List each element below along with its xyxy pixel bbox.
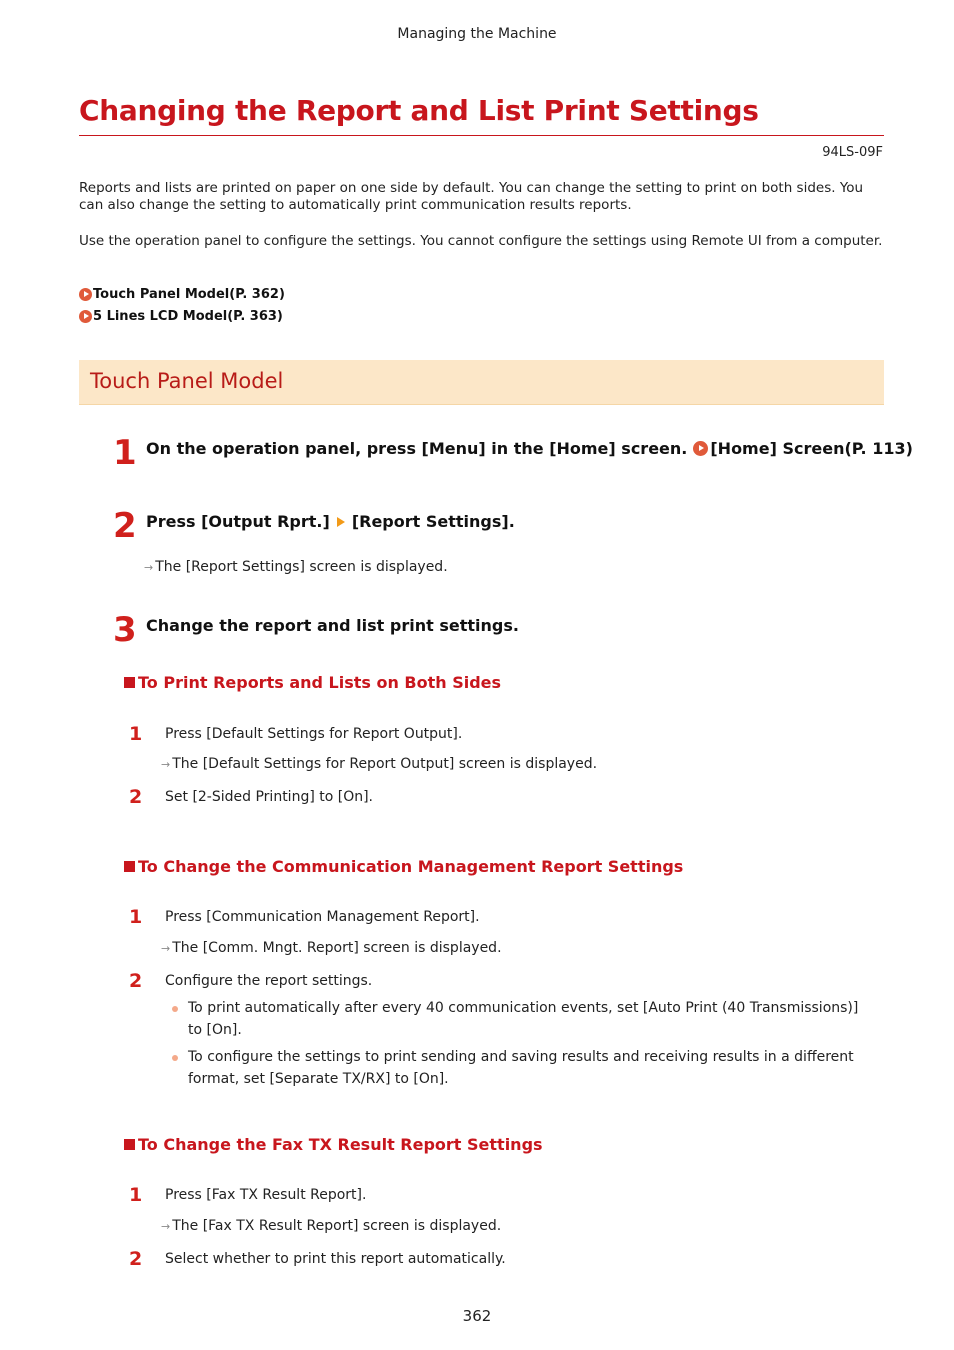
subsection-heading (124, 1135, 543, 1154)
link-5-lines-lcd-model[interactable] (79, 309, 283, 324)
intro-paragraph-1: Reports and lists are printed on paper on one side by default. You can change the setting to print on both sides. You can also change the setting to automatically print communication results reports. (79, 180, 864, 213)
substep-number: 1 (129, 1184, 143, 1206)
substep-text: Select whether to print this report automatically. (165, 1251, 506, 1267)
link-touch-panel-model[interactable] (79, 287, 285, 302)
step-number: 1 (113, 433, 137, 473)
page-number: 362 (462, 1307, 492, 1325)
result-text: The [Report Settings] screen is displayed. (155, 559, 448, 575)
running-header: Managing the Machine (397, 26, 557, 42)
link-label: Touch Panel Model(P. 362) (93, 287, 285, 302)
substep-text: Configure the report settings. (165, 973, 373, 989)
section-title: Touch Panel Model (90, 369, 284, 393)
substep-result (161, 1218, 501, 1234)
bullet-dot-icon (172, 1006, 180, 1014)
document-code: 94LS-09F (822, 145, 883, 160)
intro-paragraph-2: Use the operation panel to configure the settings. You cannot configure the settings using Remote UI from a computer. (79, 233, 883, 249)
result-text: The [Comm. Mngt. Report] screen is displayed. (172, 940, 502, 956)
result-arrow-icon: → (161, 757, 169, 771)
subsection-heading-text: To Change the Fax TX Result Report Settings (138, 1135, 543, 1154)
square-bullet-icon (124, 1139, 135, 1150)
result-text: The [Default Settings for Report Output] screen is displayed. (172, 756, 598, 772)
result-arrow-icon: → (161, 941, 169, 955)
home-screen-link[interactable]: [Home] Screen(P. 113) (710, 439, 913, 458)
substep-result (161, 756, 597, 772)
step-1-text (146, 439, 913, 458)
square-bullet-icon (124, 861, 135, 872)
step-instruction: On the operation panel, press [Menu] in the [Home] screen. (146, 439, 688, 458)
square-bullet-icon (124, 677, 135, 688)
link-label: 5 Lines LCD Model(P. 363) (93, 309, 283, 324)
substep-number: 2 (129, 786, 143, 808)
step-2-result (144, 559, 448, 575)
bullet-text: To configure the settings to print sending and saving results and receiving results in a different format, set [Separate TX/RX] to [On]. (188, 1049, 854, 1087)
substep-text: Set [2-Sided Printing] to [On]. (165, 789, 374, 805)
subsection-heading-text: To Print Reports and Lists on Both Sides (138, 673, 502, 692)
link-arrow-icon (79, 288, 92, 301)
result-text: The [Fax TX Result Report] screen is displayed. (172, 1218, 502, 1234)
menu-path-arrow-icon (337, 517, 345, 527)
bullet-dot-icon (172, 1055, 180, 1063)
substep-text: Press [Default Settings for Report Output]. (165, 726, 463, 742)
substep-number: 1 (129, 906, 143, 928)
step-instruction-part-b: [Report Settings]. (351, 512, 515, 531)
substep-number: 1 (129, 723, 143, 745)
substep-text: Press [Fax TX Result Report]. (165, 1187, 367, 1203)
link-arrow-icon (79, 310, 92, 323)
result-arrow-icon: → (144, 560, 152, 574)
substep-text: Press [Communication Management Report]. (165, 909, 480, 925)
step-2-text (146, 512, 515, 531)
bullet-text: To print automatically after every 40 communication events, set [Auto Print (40 Transmissions)] to [On]. (188, 1000, 859, 1038)
title-divider (79, 135, 884, 136)
subsection-heading (124, 673, 501, 692)
link-arrow-icon (693, 441, 708, 456)
result-arrow-icon: → (161, 1219, 169, 1233)
step-3-text: Change the report and list print settings. (146, 616, 519, 635)
substep-number: 2 (129, 970, 143, 992)
substep-result (161, 940, 502, 956)
subsection-heading (124, 857, 683, 876)
subsection-heading-text: To Change the Communication Management Report Settings (138, 857, 684, 876)
step-number: 2 (113, 506, 137, 546)
step-instruction-part-a: Press [Output Rprt.] (146, 512, 330, 531)
page-title: Changing the Report and List Print Settings (79, 94, 759, 127)
substep-number: 2 (129, 1248, 143, 1270)
step-number: 3 (113, 610, 137, 650)
